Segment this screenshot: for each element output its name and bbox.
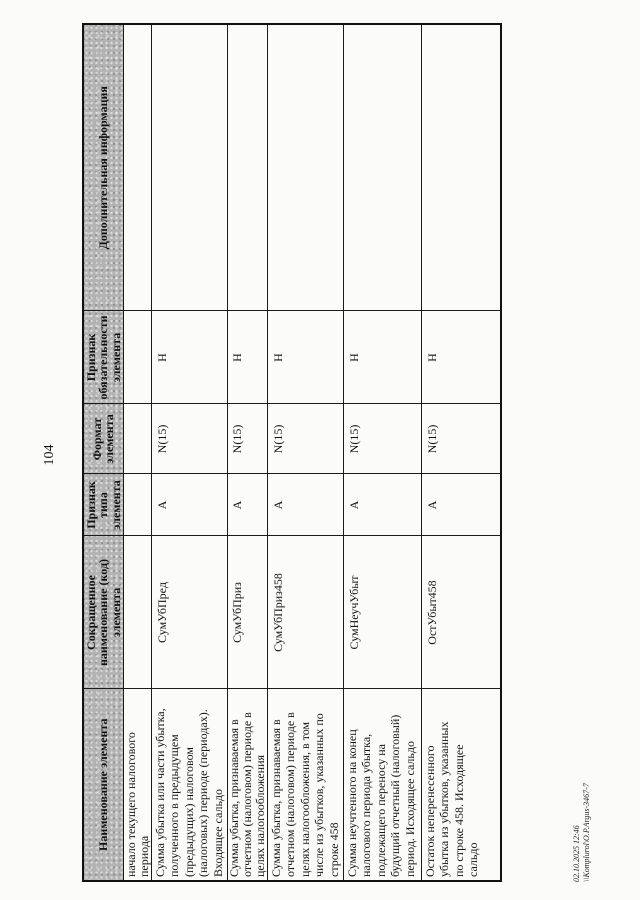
table-row xyxy=(151,24,227,881)
element-name-cell: Сумма убытка, признаваемая в отчетном (налоговом) периоде в целях налогообложения xyxy=(227,689,267,881)
element-type-cell: А xyxy=(343,474,421,536)
element-format-cell xyxy=(123,404,151,474)
element-name-cell: Остаток неперенесенного убытка из убытков, указанных по строке 458. Исходящее сальдо xyxy=(421,689,501,881)
element-required-cell xyxy=(123,311,151,404)
table-row xyxy=(343,24,421,881)
table-row xyxy=(123,24,151,881)
additional-info-cell xyxy=(227,24,267,311)
additional-info-cell xyxy=(343,24,421,311)
element-format-cell: N(15) xyxy=(421,404,501,474)
table-row xyxy=(227,24,267,881)
additional-info-cell xyxy=(151,24,227,311)
table-row xyxy=(267,24,343,881)
element-format-cell: N(15) xyxy=(227,404,267,474)
element-required-cell: Н xyxy=(343,311,421,404)
element-format-cell: N(15) xyxy=(267,404,343,474)
element-type-cell: А xyxy=(227,474,267,536)
table-row xyxy=(421,24,501,881)
element-name-cell: Сумма убытка, признаваемая в отчетном (налоговом) периоде в целях налогообложения, в том числе из убытков, указанных по строке 458 xyxy=(267,689,343,881)
print-timestamp: 02.10.2025 12:46 xyxy=(572,825,581,882)
element-type-cell xyxy=(123,474,151,536)
element-type-cell: А xyxy=(151,474,227,536)
header-additional-info: Дополнительная информация xyxy=(83,24,123,311)
element-format-cell: N(15) xyxy=(151,404,227,474)
element-code-cell: ОстУбыт458 xyxy=(421,536,501,689)
header-element-type: Признак типа элемента xyxy=(83,474,123,536)
element-type-cell: А xyxy=(421,474,501,536)
element-code-cell: СумНеучУбыт xyxy=(343,536,421,689)
additional-info-cell xyxy=(123,24,151,311)
element-name-cell: Сумма убытка или части убытка, полученного в предыдущем (предыдущих) налоговом (налоговых) периоде (периодах). Входящее сальдо xyxy=(151,689,227,881)
header-element-name: Наименование элемента xyxy=(83,689,123,881)
element-required-cell: Н xyxy=(267,311,343,404)
table-header-row xyxy=(83,24,123,881)
page-number: 104 xyxy=(42,444,57,466)
element-code-cell: СумУбПриз458 xyxy=(267,536,343,689)
header-element-code: Сокращенное наименование (код) элемента xyxy=(83,536,123,689)
element-code-cell: СумУбПриз xyxy=(227,536,267,689)
element-required-cell: Н xyxy=(227,311,267,404)
rotated-table-container xyxy=(82,25,500,882)
element-code-cell xyxy=(123,536,151,689)
additional-info-cell xyxy=(421,24,501,311)
element-type-cell: А xyxy=(267,474,343,536)
element-name-cell: начало текущего налогового периода xyxy=(123,689,151,881)
print-file-path: \\Komplurol\O.P.Argus-3467-7 xyxy=(582,783,591,882)
elements-table xyxy=(82,23,502,882)
header-element-required: Признак обязательности элемента xyxy=(83,311,123,404)
print-footer xyxy=(572,762,594,882)
element-format-cell: N(15) xyxy=(343,404,421,474)
element-required-cell: Н xyxy=(151,311,227,404)
element-required-cell: Н xyxy=(421,311,501,404)
additional-info-cell xyxy=(267,24,343,311)
element-code-cell: СумУбПред xyxy=(151,536,227,689)
element-name-cell: Сумма неучтенного на конец налогового периода убытка, подлежащего переносу на будущий отчетный (налоговый) период. Исходящее сальдо xyxy=(343,689,421,881)
header-element-format: Формат элемента xyxy=(83,404,123,474)
